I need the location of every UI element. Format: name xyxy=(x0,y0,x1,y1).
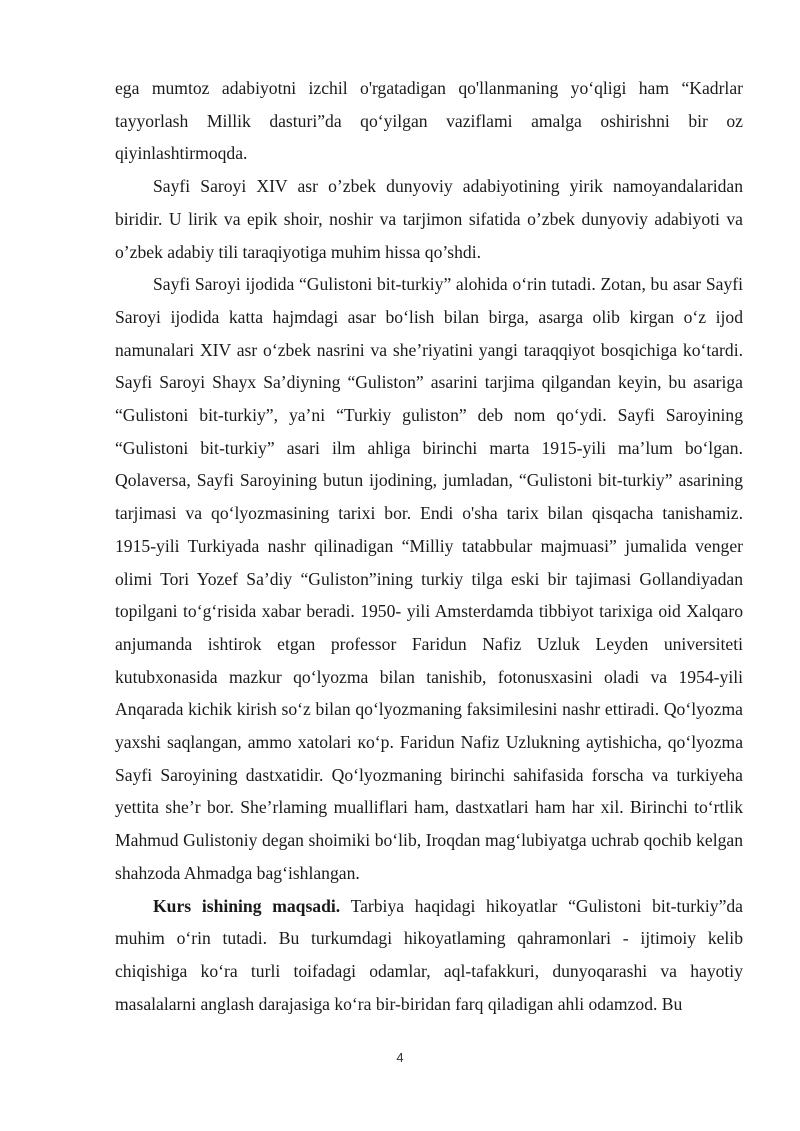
paragraph-text: Tarbiya haqidagi hikoyatlar “Gulistoni bit-turkiy”da muhim o‘rin tutadi. Bu turkumdagi hikoyatlaming qahramonlari - ijtimoiy kelib chiqishiga ko‘ra turli toifadagi odamlar, aql-tafakkuri, dunyoqarashi va hayotiy masalalarni anglash darajasiga ko‘ra bir-biridan farq qiladigan ahli odamzod. Bu xyxy=(115,895,743,1014)
paragraph xyxy=(115,890,743,1021)
section-lead: Kurs ishining maqsadi. xyxy=(153,895,341,916)
paragraph: Sayfi Saroyi ijodida “Gulistoni bit-turkiy” alohida o‘rin tutadi. Zotan, bu asar Sayfi Saroyi ijodida katta hajmdagi asar bo‘lish bilan birga, asarga olib kirgan o‘z ijod namunalari XIV asr o‘zbek nasrini va she’riyatini yangi taraqqiyot bosqichiga ko‘tardi. Sayfi Saroyi Shayx Sa’diyning “Guliston” asarini tarjima qilgandan keyin, bu asariga “Gulistoni bit-turkiy”, ya’ni “Turkiy guliston” deb nom qo‘ydi. Sayfi Saroyining “Gulistoni bit-turkiy” asari ilm ahliga birinchi marta 1915-yili ma’lum bo‘lgan. Qolaversa, Sayfi Saroyining butun ijodining, jumladan, “Gulistoni bit-turkiy” asarining tarjimasi va qo‘lyozmasining tarixi bor. Endi o'sha tarix bilan qisqacha tanishamiz. 1915-yili Turkiyada nashr qilinadigan “Milliy tatabbular majmuasi” jumalida venger olimi Tori Yozef Sa’diy “Guliston”ining turkiy tilga eski bir tajimasi Gollandiyadan topilgani to‘g‘risida xabar beradi. 1950- yili Amsterdamda tibbiyot tarixiga oid Xalqaro anjumanda ishtirok etgan professor Faridun Nafiz Uzluk Leyden universiteti kutubxonasida mazkur qo‘lyozma bilan tanishib, fotonusxasini oladi va 1954-yili Anqarada kichik kirish so‘z bilan qo‘lyozmaning faksimilesini nashr ettiradi. Qo‘lyozma yaxshi saqlangan, ammo xatolari кo‘p. Faridun Nafiz Uzlukning aytishicha, qo‘lyozma Sayfi Saroyining dastxatidir. Qo‘lyozmaning birinchi sahifasida forscha va turkiyeha yettita she’r bor. She’rlaming mualliflari ham, dastxatlari ham har xil. Birinchi to‘rtlik Mahmud Gulistoniy degan shoimiki bo‘lib, Iroqdan mag‘lubiyatga uchrab qochib kelgan shahzoda Ahmadga bag‘ishlangan. xyxy=(115,274,743,883)
body-text xyxy=(115,72,743,1020)
page-number: 4 xyxy=(396,1050,404,1065)
paragraph: ega mumtoz adabiyotni izchil o'rgatadigan qo'llanmaning yo‘qligi ham “Kadrlar tayyorlash Millik dasturi”da qo‘yilgan vaziflami amalga oshirishni bir oz qiyinlashtirmoqda. xyxy=(115,78,743,164)
paragraph: Sayfi Saroyi XIV asr o’zbek dunyoviy adabiyotining yirik namoyandalaridan biridir. U lirik va epik shoir, noshir va tarjimon sifatida o’zbek dunyoviy adabiyoti va o’zbek adabiy tili taraqiyotiga muhim hissa qo’shdi. xyxy=(115,176,743,262)
